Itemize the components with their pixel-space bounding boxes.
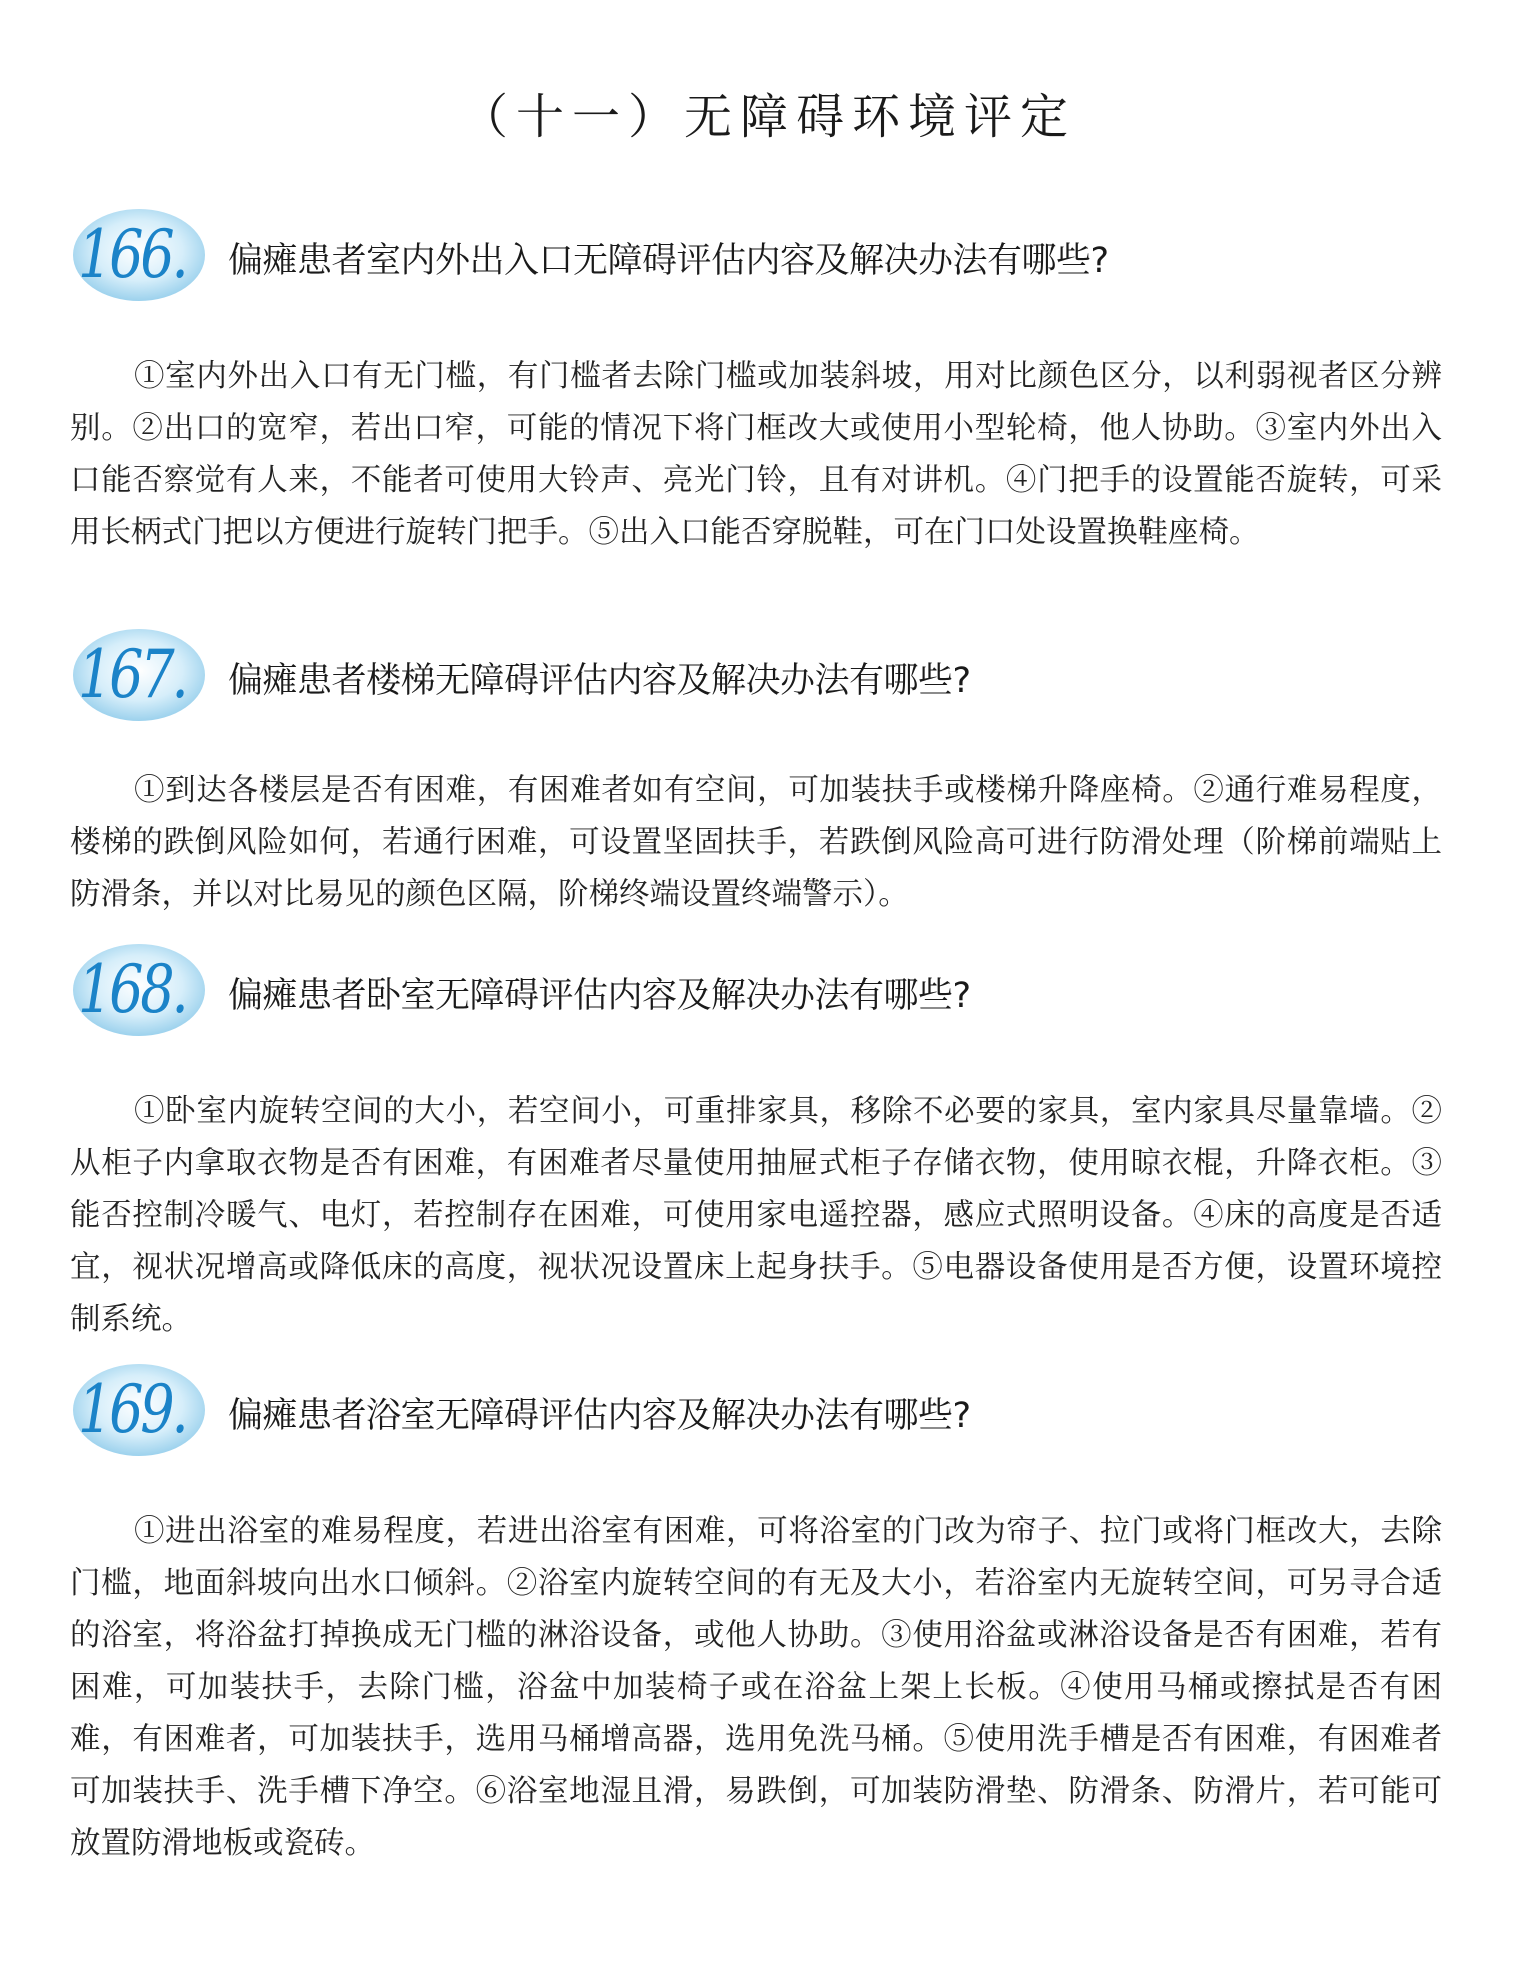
qa-section-167 [70, 625, 1442, 921]
number-badge [70, 1360, 208, 1460]
number-badge [70, 205, 208, 305]
question-title: 偏瘫患者楼梯无障碍评估内容及解决办法有哪些? [228, 661, 971, 701]
answer-text: ①卧室内旋转空间的大小，若空间小，可重排家具，移除不必要的家具，室内家具尽量靠墙。②从柜子内拿取衣物是否有困难，有困难者尽量使用抽屉式柜子存储衣物，使用晾衣棍，升降衣柜。③能否控制冷暖气、电灯，若控制存在困难，可使用家电遥控器，感应式照明设备。④床的高度是否适宜，视状况增高或降低床的高度，视状况设置床上起身扶手。⑤电器设备使用是否方便，设置环境控制系统。 [70, 1094, 1442, 1337]
question-title: 偏瘫患者浴室无障碍评估内容及解决办法有哪些? [228, 1396, 971, 1436]
number-badge [70, 940, 208, 1040]
question-header [70, 940, 1442, 1060]
question-number: 166. [78, 216, 186, 293]
question-number: 167. [78, 636, 186, 713]
answer-text: ①到达各楼层是否有困难，有困难者如有空间，可加装扶手或楼梯升降座椅。②通行难易程度，楼梯的跌倒风险如何，若通行困难，可设置坚固扶手，若跌倒风险高可进行防滑处理（阶梯前端贴上防滑条，并以对比易见的颜色区隔，阶梯终端设置终端警示）。 [70, 773, 1442, 912]
qa-section-169 [70, 1360, 1442, 1870]
answer-text: ①室内外出入口有无门槛，有门槛者去除门槛或加装斜坡，用对比颜色区分，以利弱视者区分辨别。②出口的宽窄，若出口窄，可能的情况下将门框改大或使用小型轮椅，他人协助。③室内外出入口能否察觉有人来，不能者可使用大铃声、亮光门铃，且有对讲机。④门把手的设置能否旋转，可采用长柄式门把以方便进行旋转门把手。⑤出入口能否穿脱鞋，可在门口处设置换鞋座椅。 [70, 359, 1442, 550]
question-header [70, 205, 1442, 325]
question-number: 168. [78, 951, 186, 1028]
question-header [70, 625, 1442, 745]
answer-text: ①进出浴室的难易程度，若进出浴室有困难，可将浴室的门改为帘子、拉门或将门框改大，去除门槛，地面斜坡向出水口倾斜。②浴室内旋转空间的有无及大小，若浴室内无旋转空间，可另寻合适的浴室，将浴盆打掉换成无门槛的淋浴设备，或他人协助。③使用浴盆或淋浴设备是否有困难，若有困难，可加装扶手，去除门槛，浴盆中加装椅子或在浴盆上架上长板。④使用马桶或擦拭是否有困难，有困难者，可加装扶手，选用马桶增高器，选用免洗马桶。⑤使用洗手槽是否有困难，有困难者可加装扶手、洗手槽下净空。⑥浴室地湿且滑，易跌倒，可加装防滑垫、防滑条、防滑片，若可能可放置防滑地板或瓷砖。 [70, 1514, 1442, 1861]
qa-section-168 [70, 940, 1442, 1346]
question-header [70, 1360, 1442, 1480]
page-title: （十一）无障碍环境评定 [459, 89, 1076, 145]
number-badge [70, 625, 208, 725]
question-title: 偏瘫患者室内外出入口无障碍评估内容及解决办法有哪些? [228, 241, 1109, 281]
qa-section-166 [70, 205, 1442, 559]
question-number: 169. [78, 1371, 186, 1448]
question-title: 偏瘫患者卧室无障碍评估内容及解决办法有哪些? [228, 976, 971, 1016]
